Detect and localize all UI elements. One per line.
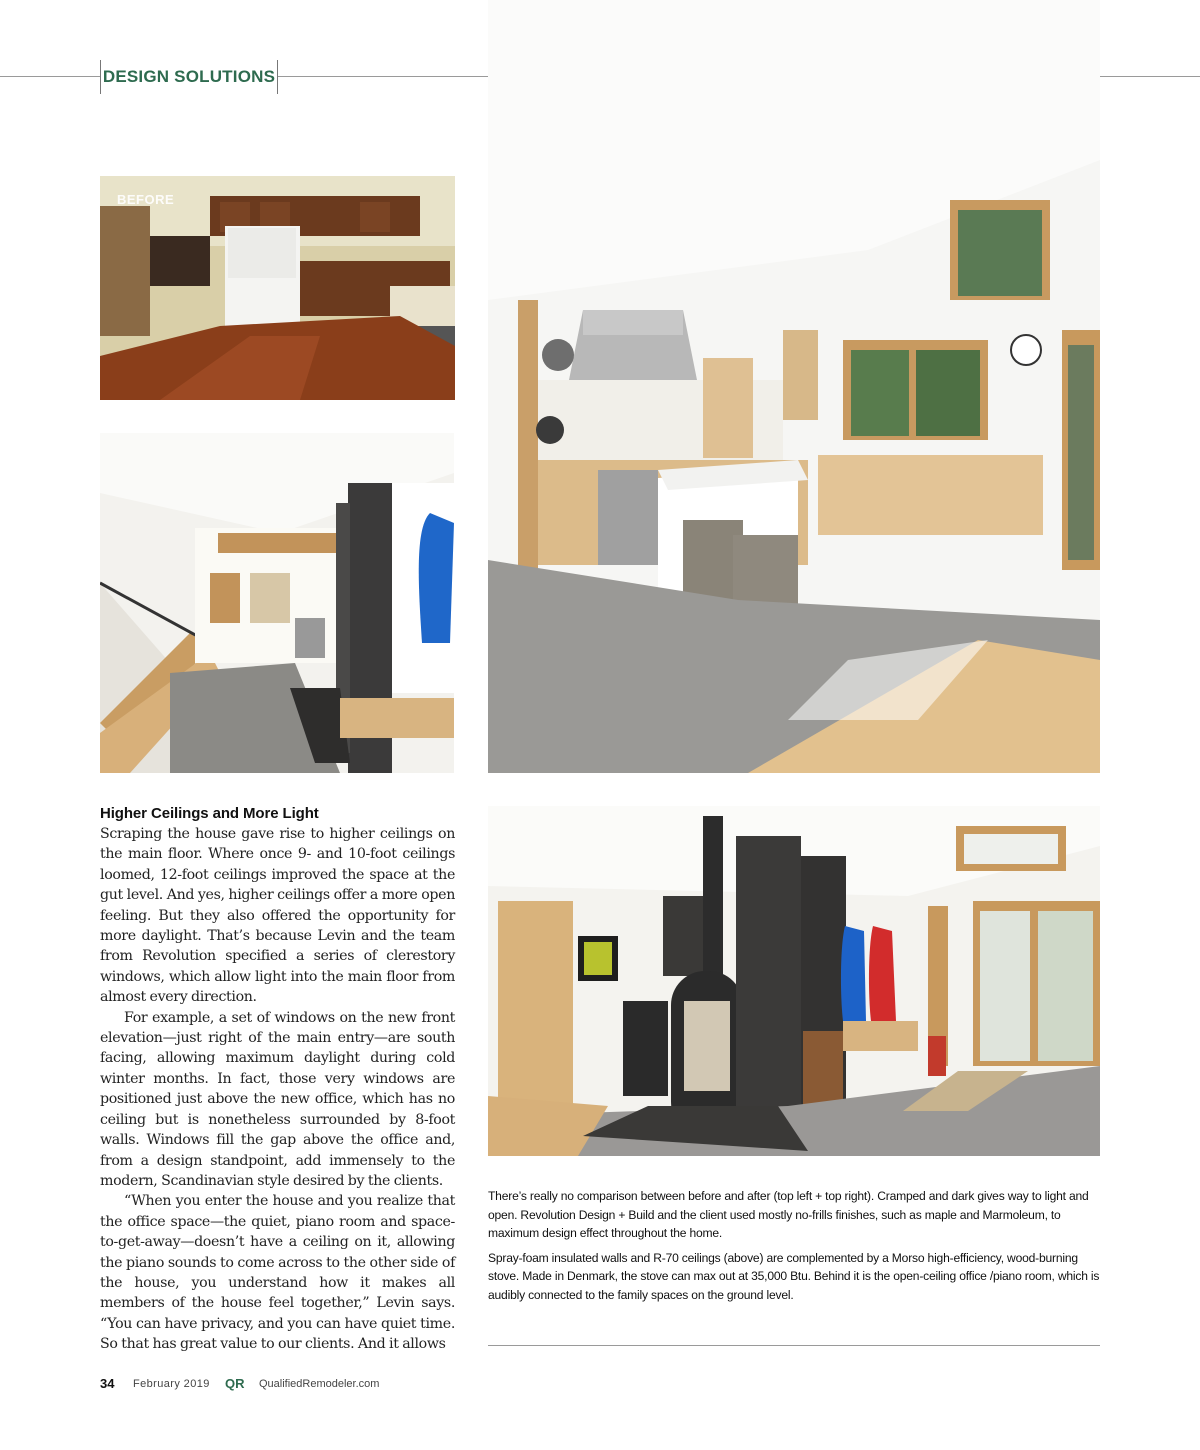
header-rule-middle xyxy=(278,76,488,77)
caption-before-after: There’s really no comparison between before and after (top left + top right). Cramped and dark gives way to light and open. Revolution Design + Build and the client used mostly no-frills finishes, such as maple and Marmoleum, to maximum design effect throughout the home. xyxy=(488,1189,1089,1241)
header-rule-right xyxy=(1100,76,1200,77)
caption-wood-stove: Spray-foam insulated walls and R-70 ceilings (above) are complemented by a Morso high-efficiency, wood-burning stove. Made in Denmark, the stove can max out at 35,000 Btu. Behind it is the open-ceiling office /piano room, which is audibly connected to the family spaces on the ground level. xyxy=(488,1250,1100,1302)
article-paragraph: “When you enter the house and you realize that the office space—the quiet, piano room and space-to-get-away—doesn’t have a ceiling on it, allowing the piano sounds to come across to the other side of the house, you understand how it makes all members of the house feel together,” Levin says. “You can have privacy, and you can have quiet time. So that has great value to our clients. And it allows xyxy=(100,1193,455,1353)
article-body xyxy=(100,805,455,1355)
section-header xyxy=(100,60,278,94)
article-heading: Higher Ceilings and More Light xyxy=(100,805,319,822)
hallway-photo xyxy=(100,433,454,773)
qr-logo: QR xyxy=(225,1376,245,1391)
article-paragraph: Scraping the house gave rise to higher ceilings on the main floor. Where once 9- and 10-foot ceilings loomed, 12-foot ceilings improved the space at the gut level. And yes, higher ceilings offer a more open feeling. But they also offered the opportunity for more daylight. That’s because Levin and the team from Revolution specified a series of clerestory windows, which allow light into the main floor from almost every direction. xyxy=(100,826,455,1006)
caption-rule xyxy=(488,1345,1100,1346)
header-rule-left xyxy=(0,76,100,77)
photo-captions xyxy=(488,1187,1100,1305)
kitchen-after-photo xyxy=(488,0,1100,773)
article-paragraph: For example, a set of windows on the new front elevation—just right of the main entry—are south facing, allowing maximum daylight during cold winter months. In fact, those very windows are positioned just above the new office, which has no ceiling but is nonetheless surrounded by 8-foot walls. Windows fill the gap above the office and, from a design standpoint, add immensely to the modern, Scandinavian style desired by the clients. xyxy=(100,1009,455,1189)
website-link[interactable]: QualifiedRemodeler.com xyxy=(259,1378,380,1390)
issue-date: February 2019 xyxy=(133,1378,210,1390)
wood-stove-photo xyxy=(488,806,1100,1156)
before-kitchen-photo xyxy=(100,176,455,400)
before-label: BEFORE xyxy=(117,192,175,207)
page-number: 34 xyxy=(100,1376,115,1391)
section-title: DESIGN SOLUTIONS xyxy=(102,67,276,86)
